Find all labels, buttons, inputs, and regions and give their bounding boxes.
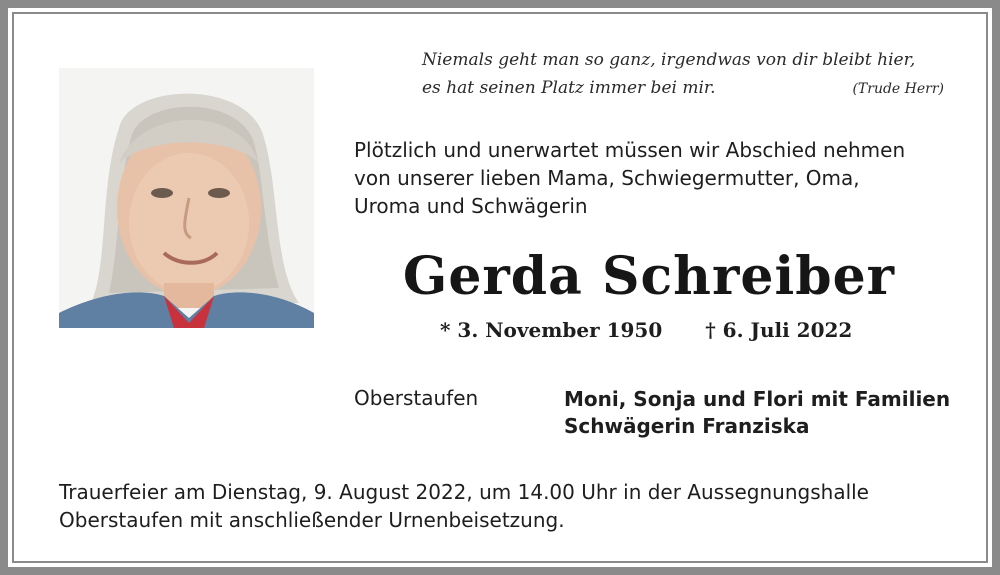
ceremony-line-1: Trauerfeier am Dienstag, 9. August 2022, um 14.00 Uhr in der Aussegnungshalle bbox=[59, 480, 869, 504]
quote-author: (Trude Herr) bbox=[852, 81, 944, 97]
birth-date: * 3. November 1950 bbox=[440, 318, 663, 342]
portrait-photo bbox=[59, 68, 314, 328]
deceased-name: Gerda Schreiber bbox=[402, 246, 896, 307]
mourners-line-2: Schwägerin Franziska bbox=[564, 414, 810, 438]
intro-line-2: von unserer lieben Mama, Schwiegermutter, Oma, bbox=[354, 166, 860, 190]
mourners-line-1: Moni, Sonja und Flori mit Familien bbox=[564, 387, 951, 411]
intro-line-1: Plötzlich und unerwartet müssen wir Abschied nehmen bbox=[354, 138, 906, 162]
place-of-residence: Oberstaufen bbox=[354, 386, 479, 410]
quote-line-2: es hat seinen Platz immer bei mir. bbox=[422, 78, 716, 98]
death-date: † 6. Juli 2022 bbox=[705, 318, 853, 342]
life-dates bbox=[440, 318, 852, 342]
memorial-quote bbox=[422, 46, 944, 103]
intro-text bbox=[354, 136, 944, 220]
notice-card bbox=[8, 8, 992, 567]
intro-line-3: Uroma und Schwägerin bbox=[354, 194, 588, 218]
portrait-image bbox=[59, 68, 314, 328]
ceremony-line-2: Oberstaufen mit anschließender Urnenbeisetzung. bbox=[59, 508, 565, 532]
ceremony-info bbox=[59, 478, 944, 534]
quote-line-1: Niemals geht man so ganz, irgendwas von dir bleibt hier, bbox=[422, 50, 916, 70]
mourners-list bbox=[564, 386, 950, 440]
